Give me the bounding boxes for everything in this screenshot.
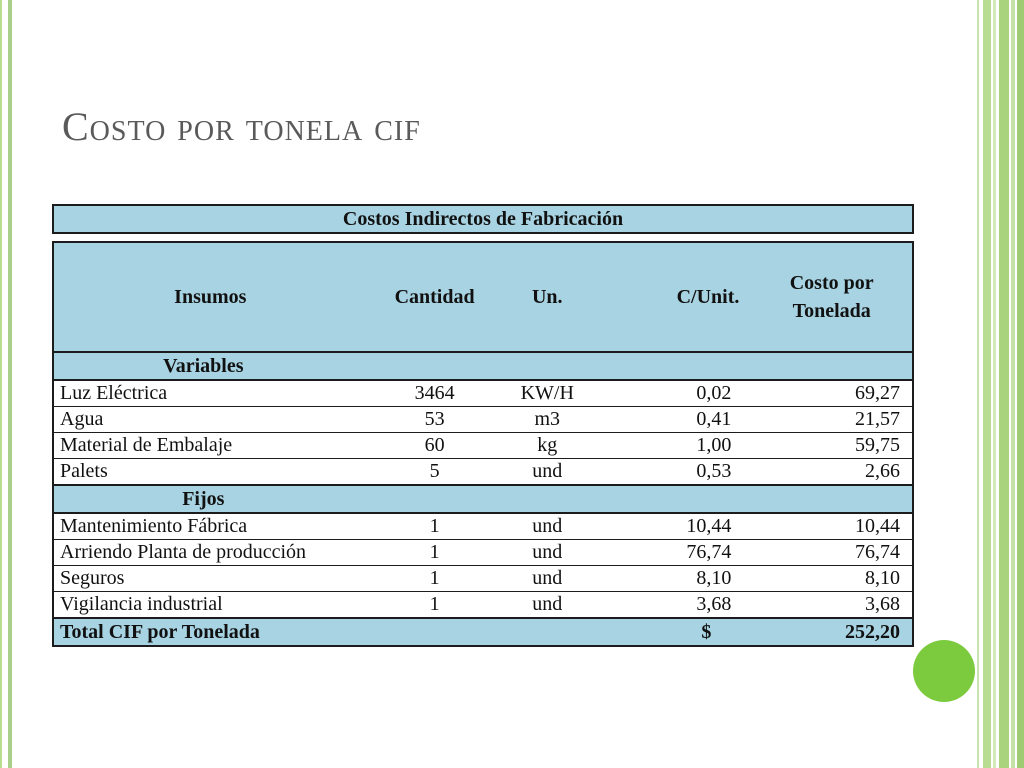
unidad-cell: KW/H xyxy=(483,380,612,407)
costo-tonelada-cell: 69,27 xyxy=(751,380,913,407)
section-fijos xyxy=(53,485,913,513)
col-header-costo-unit: C/Unit. xyxy=(612,242,751,352)
cantidad-cell: 5 xyxy=(353,459,483,486)
col-header-costo-tonelada: Costo por Tonelada xyxy=(751,242,913,352)
table-row xyxy=(53,433,913,459)
costo-tonelada-cell: 10,44 xyxy=(751,513,913,540)
costo-tonelada-cell: 59,75 xyxy=(751,433,913,459)
table-row xyxy=(53,407,913,433)
unidad-cell: und xyxy=(483,592,612,619)
section-variables xyxy=(53,352,913,380)
insumo-cell: Mantenimiento Fábrica xyxy=(53,513,353,540)
costo-tonelada-cell: 76,74 xyxy=(751,540,913,566)
insumo-cell: Luz Eléctrica xyxy=(53,380,353,407)
total-value: 252,20 xyxy=(751,618,913,646)
costo-tonelada-cell: 2,66 xyxy=(751,459,913,486)
total-label: Total CIF por Tonelada xyxy=(53,618,612,646)
costo-unit-cell: 0,41 xyxy=(612,407,751,433)
insumo-cell: Material de Embalaje xyxy=(53,433,353,459)
costo-unit-cell: 1,00 xyxy=(612,433,751,459)
unidad-cell: und xyxy=(483,566,612,592)
cantidad-cell: 3464 xyxy=(353,380,483,407)
cantidad-cell: 1 xyxy=(353,566,483,592)
costo-tonelada-cell: 21,57 xyxy=(751,407,913,433)
section-label-variables: Variables xyxy=(53,352,353,380)
unidad-cell: und xyxy=(483,459,612,486)
costo-unit-cell: 76,74 xyxy=(612,540,751,566)
table-row xyxy=(53,566,913,592)
unidad-cell: und xyxy=(483,540,612,566)
table-row xyxy=(53,380,913,407)
table-row xyxy=(53,513,913,540)
left-accent-bar-inner xyxy=(8,0,12,768)
costo-tonelada-cell: 8,10 xyxy=(751,566,913,592)
cantidad-cell: 60 xyxy=(353,433,483,459)
costo-unit-cell: 0,53 xyxy=(612,459,751,486)
costo-tonelada-cell: 3,68 xyxy=(751,592,913,619)
col-header-cantidad: Cantidad xyxy=(353,242,483,352)
col-header-insumos: Insumos xyxy=(53,242,353,352)
costo-unit-cell: 10,44 xyxy=(612,513,751,540)
insumo-cell: Seguros xyxy=(53,566,353,592)
slide-title: Costo por tonela cif xyxy=(62,104,421,149)
total-row xyxy=(53,618,913,646)
cantidad-cell: 1 xyxy=(353,540,483,566)
table-row xyxy=(53,459,913,486)
col-header-unidad: Un. xyxy=(483,242,612,352)
cantidad-cell: 53 xyxy=(353,407,483,433)
unidad-cell: kg xyxy=(483,433,612,459)
unidad-cell: und xyxy=(483,513,612,540)
table-caption: Costos Indirectos de Fabricación xyxy=(52,204,914,234)
costo-unit-cell: 3,68 xyxy=(612,592,751,619)
column-header-row xyxy=(53,242,913,352)
unidad-cell: m3 xyxy=(483,407,612,433)
table-row xyxy=(53,592,913,619)
cif-table xyxy=(52,241,914,647)
insumo-cell: Vigilancia industrial xyxy=(53,592,353,619)
section-label-fijos: Fijos xyxy=(53,485,353,513)
green-circle-decoration xyxy=(913,640,975,702)
insumo-cell: Agua xyxy=(53,407,353,433)
total-currency: $ xyxy=(612,618,751,646)
insumo-cell: Palets xyxy=(53,459,353,486)
left-accent-bar xyxy=(0,0,2,768)
insumo-cell: Arriendo Planta de producción xyxy=(53,540,353,566)
table-row xyxy=(53,540,913,566)
cantidad-cell: 1 xyxy=(353,592,483,619)
cantidad-cell: 1 xyxy=(353,513,483,540)
costo-unit-cell: 0,02 xyxy=(612,380,751,407)
costo-unit-cell: 8,10 xyxy=(612,566,751,592)
